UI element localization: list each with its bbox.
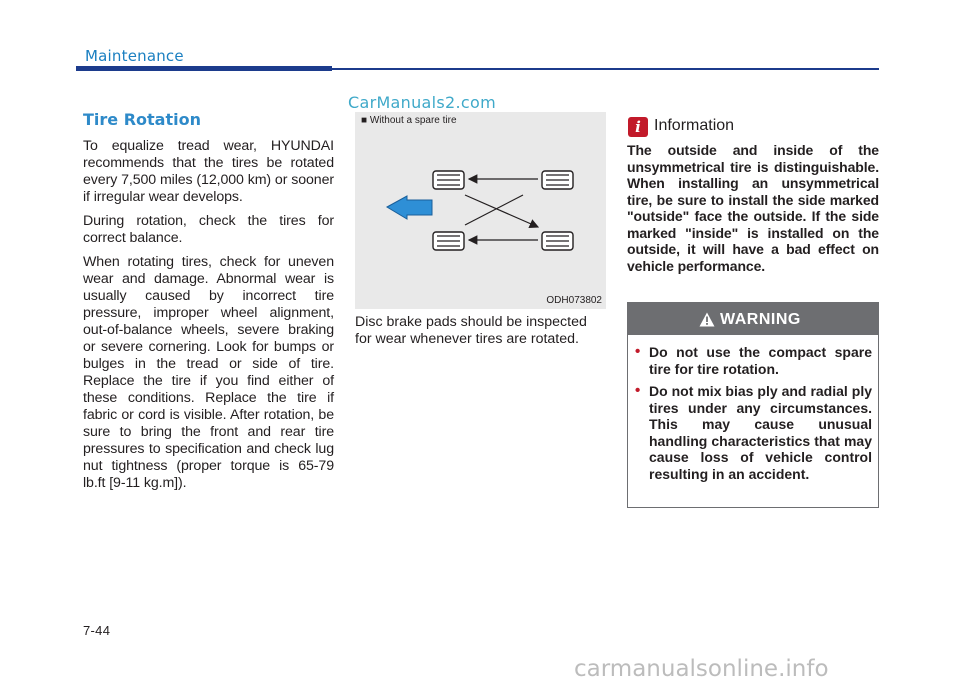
tire-front-left-icon xyxy=(433,171,464,189)
tire-rear-right-icon xyxy=(542,232,573,250)
warning-item-text: Do not use the compact spare tire for tire rotation. xyxy=(649,344,872,377)
page-number: 7-44 xyxy=(83,623,111,638)
tire-front-right-icon xyxy=(433,232,464,250)
tire-rotation-paragraph: During rotation, check the tires for correct balance. xyxy=(83,213,334,246)
figure-code: ODH073802 xyxy=(546,295,602,306)
tire-rotation-figure xyxy=(355,112,606,309)
warning-title xyxy=(628,311,878,329)
tire-rotation-paragraph: When rotating tires, check for uneven wear and damage. Abnormal wear is usually caused by incorrect tire pressure, improper wheel alignment, out-of-balance wheels, severe braking or severe cornering. Look for bumps or bulges in the tread or side of tire. Replace the tire if you find either of these conditions. Replace the tire if fabric or cord is visible. After rotation, be sure to bring the front and rear tire pressures to specification and check lug nut tightness (proper torque is 65-79 lb.ft [9-11 kg.m]). xyxy=(83,254,334,491)
warning-item xyxy=(634,383,872,482)
bullet-icon: • xyxy=(635,343,641,360)
tire-rotation-column xyxy=(83,110,334,499)
disc-brake-text: Disc brake pads should be inspected for wear whenever tires are rotated. xyxy=(355,314,587,347)
rotation-arrow xyxy=(465,195,523,225)
warning-item-text: Do not mix bias ply and radial ply tires under any circumstances. This may cause unusual handling characteristics that may cause loss of vehicle control resulting in an accident. xyxy=(649,383,872,482)
rotation-diagram xyxy=(355,112,606,309)
tire-rear-left-icon xyxy=(542,171,573,189)
warning-list xyxy=(634,344,872,488)
tire-rotation-paragraph: To equalize tread wear, HYUNDAI recommends that the tires be rotated every 7,500 miles (12,000 km) or sooner if irregular wear develops. xyxy=(83,138,334,205)
information-body: The outside and inside of the unsymmetrical tire is distinguishable. When installing an unsymmetrical tire, be sure to install the side marked "outside" face the outside. If the side marked "inside" is installed on the outside, it will have a bad effect on vehicle performance. xyxy=(627,142,879,274)
bullet-icon: • xyxy=(635,382,641,399)
information-icon: i xyxy=(628,117,648,137)
warning-item xyxy=(634,344,872,377)
header-rule-line xyxy=(332,68,879,70)
warning-header xyxy=(628,303,878,335)
section-label: Maintenance xyxy=(85,47,184,65)
rotation-arrow xyxy=(465,195,538,227)
figure-caption: ■ Without a spare tire xyxy=(361,115,457,126)
information-title: Information xyxy=(654,117,735,134)
warning-title-text: WARNING xyxy=(720,311,801,328)
information-header xyxy=(628,115,880,139)
watermark-top: CarManuals2.com xyxy=(348,93,496,112)
forward-direction-arrow xyxy=(387,196,432,219)
tire-rotation-heading: Tire Rotation xyxy=(83,110,201,129)
header-rule-dark xyxy=(76,66,332,71)
watermark-bottom: carmanualsonline.info xyxy=(574,656,829,682)
warning-box xyxy=(627,302,879,508)
